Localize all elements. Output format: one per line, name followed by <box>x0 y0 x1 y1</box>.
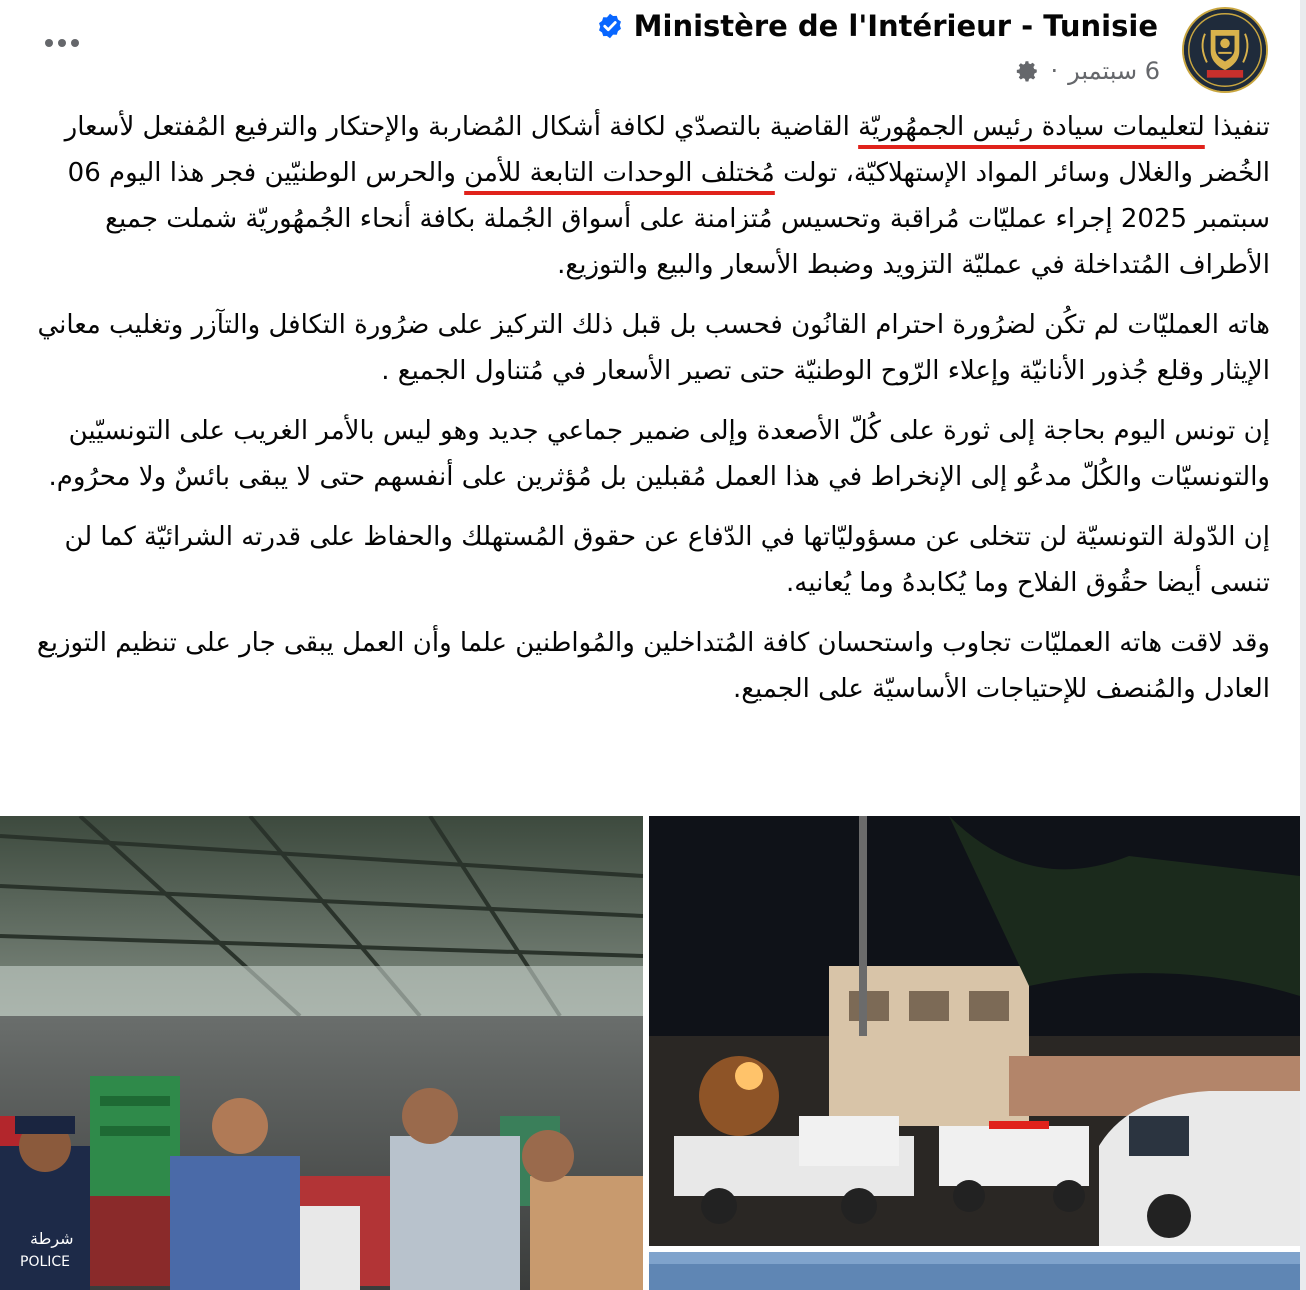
underlined-text: مُختلف الوحدات التابعة للأمن <box>464 158 775 188</box>
photo-market-inspection[interactable] <box>0 816 643 1290</box>
more-options-button[interactable] <box>38 25 86 61</box>
page-name: Ministère de l'Intérieur - Tunisie <box>633 9 1158 43</box>
photo-night-street[interactable] <box>649 816 1300 1246</box>
verified-badge-icon <box>596 12 624 40</box>
photo-third-preview[interactable] <box>649 1252 1300 1290</box>
more-dot <box>58 39 66 47</box>
page-avatar[interactable] <box>1182 7 1268 93</box>
paragraph-1 <box>30 104 1270 288</box>
police-badge-text-ar: شرطة <box>30 1229 74 1248</box>
text-span: والحرس الوطنيّين فجر هذا اليوم 06 سبتمبر 2025 إجراء عمليّات مُراقبة وتحسيس مُتزامنة على أسواق الجُملة بكافة أنحاء الجُمهُوريّة شملت جميع الأطراف المُتداخلة في عمليّة التزويد وضبط الأسعار والبيع والتوزيع. <box>67 158 1270 280</box>
more-dot <box>45 39 53 47</box>
page-name-link[interactable] <box>596 6 1158 46</box>
third-photo-image <box>649 1252 1300 1290</box>
paragraph-5: وقد لاقت هاته العمليّات تجاوب واستحسان كافة المُتداخلين والمُواطنين علما وأن العمل يبقى جار على تنظيم التوزيع العادل والمُنصف للإحتياجات الأساسيّة على الجميع. <box>36 628 1270 704</box>
police-badge-text: POLICE <box>20 1254 71 1270</box>
paragraph-4: إن الدّولة التونسيّة لن تتخلى عن مسؤوليّاتها في الدّفاع عن حقوق المُستهلك والحفاظ على قدرته الشرائيّة كما لن تنسى أيضا حقُوق الفلاح وما يُكابدهُ وما يُعانيه. <box>64 522 1270 598</box>
text-span: تنفيذا <box>1204 112 1270 142</box>
underlined-text: لتعليمات سيادة رئيس الجمهُوريّة <box>858 112 1205 142</box>
night-street-image <box>649 816 1300 1246</box>
meta-separator: · <box>1050 57 1059 85</box>
paragraph-3: إن تونس اليوم بحاجة إلى ثورة على كُلّ الأصعدة وإلى ضمير جماعي جديد وهو ليس بالأمر الغريب على التونسيّين والتونسيّات والكُلّ مدعُو إلى الإنخراط في هذا العمل مُقبلين بل مُؤثرين على أنفسهم حتى لا يبقى بائسٌ ولا محرُوم. <box>48 416 1270 492</box>
post-date[interactable]: 6 سبتمبر <box>1068 57 1160 85</box>
window-edge <box>1300 0 1306 1290</box>
ministry-logo-icon <box>1184 9 1266 91</box>
post-meta <box>1014 52 1160 90</box>
paragraph-2: هاته العمليّات لم تكُن لضرُورة احترام القانُون فحسب بل قبل ذلك التركيز على ضرُورة التكافل والتآزر وتغليب معاني الإيثار وقلع جُذور الأنانيّة وإعلاء الرّوح الوطنيّة حتى تصير الأسعار في مُتناول الجميع . <box>37 310 1270 386</box>
gear-icon[interactable] <box>1014 58 1040 84</box>
market-photo-image <box>0 816 643 1290</box>
post-body <box>30 104 1270 726</box>
text-span: القاضية بالتصدّي لكافة أشكال المُضاربة والإحتكار والترفيع المُفتعل لأسعار الخُضر والغلال وسائر المواد الإستهلاكيّة، تولت <box>64 112 1270 188</box>
post-header <box>0 0 1300 100</box>
more-dot <box>71 39 79 47</box>
